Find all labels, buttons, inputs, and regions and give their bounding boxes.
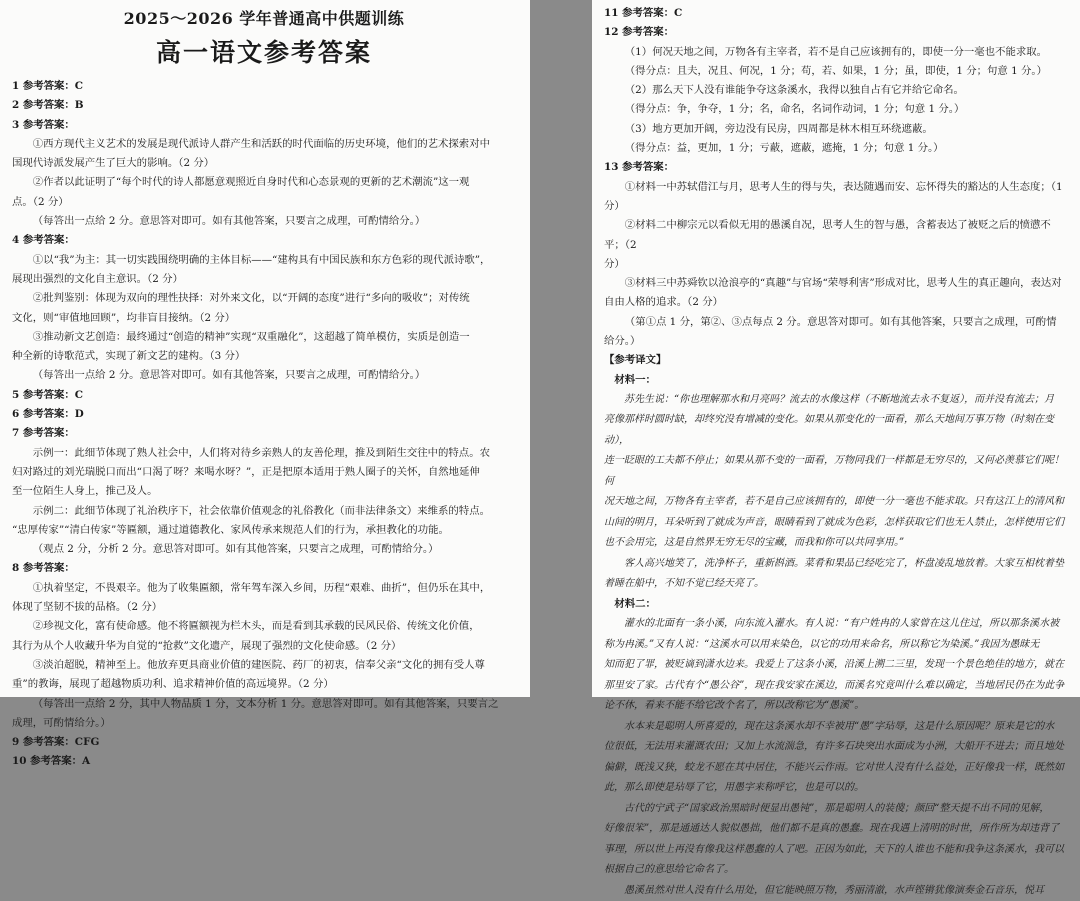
question-answer-heading: 5 参考答案：C — [12, 388, 84, 401]
text-line: 那里安了家。古代有个“愚公谷”，现在我安家在溪边，而溪名究竟叫什么难以确定，当地居民仍在为此争 — [604, 679, 1065, 691]
text-line: （得分点：且夫，况且、何况，1 分；苟，若、如果，1 分；虽，即使，1 分；句意 1 分。） — [624, 64, 1048, 77]
question-answer-heading: 7 参考答案： — [12, 427, 75, 440]
text-line: 位很低，无法用来灌溉农田；又加上水流湍急，有许多石块突出水面成为小洲，大船开不进去；而且地处 — [604, 741, 1064, 753]
text-line: 重”的教诲，展现了超越物质功利、追求精神价值的高远境界。（2 分） — [12, 678, 334, 691]
text-line: ②作者以此证明了“每个时代的诗人都愿意观照近自身时代和心态景观的更新的艺术潮流”这一观 — [32, 176, 470, 189]
text-line: 着睡在船中，不知不觉已经天亮了。 — [604, 578, 764, 590]
question-answer-heading: 12 参考答案： — [604, 26, 675, 39]
text-line: （每答出一点给 2 分。意思答对即可。如有其他答案，只要言之成理，可酌情给分。） — [32, 215, 426, 228]
text-line: 【参考译文】 — [604, 354, 667, 367]
question-answer-heading: 11 参考答案：C — [604, 7, 683, 19]
question-answer-heading: 13 参考答案： — [604, 161, 675, 174]
text-line: 也不会用完，这是自然界无穷无尽的宝藏，而我和你可以共同享用。” — [604, 537, 905, 549]
question-answer-heading: 4 参考答案： — [12, 234, 75, 247]
text-line: 国现代诗派发展产生了巨大的影响。（2 分） — [12, 157, 215, 170]
text-line: 材料一： — [614, 373, 656, 386]
question-answer-heading: 2 参考答案：B — [12, 99, 84, 112]
text-line: （2）那么天下人没有谁能争夺这条溪水，我得以独自占有它并给它命名。 — [624, 84, 964, 97]
text-line: 称为冉溪。”又有人说：“这溪水可以用来染色，以它的功用来命名，所以称它为染溪。”我因为愚昧无 — [604, 638, 1040, 650]
text-line: 水本来是聪明人所喜爱的，现在这条溪水却不幸被用“愚”字玷辱，这是什么原因呢？原来是它的水 — [624, 720, 1055, 732]
right-document-page — [592, 0, 1080, 896]
document-subtitle: 2025～2026 学年普通高中供题训练 — [123, 9, 405, 28]
text-line: 材料二： — [614, 597, 656, 610]
text-line: 况天地之间，万物各有主宰者，若不是自己应该拥有的，即使一分一毫也不能求取。只有这江上的清风和 — [604, 496, 1064, 508]
text-line: 论不休，看来不能不给它改个名了，所以改称它为“愚溪”。 — [604, 700, 865, 712]
text-line: 愚溪虽然对世人没有什么用处，但它能映照万物，秀丽清澈，水声铿锵犹像演奏金石音乐，悦耳 — [624, 884, 1044, 896]
text-line: （每答出一点给 2 分。意思答对即可。如有其他答案，只要言之成理，可酌情给分。） — [32, 369, 426, 382]
text-line: 亮像那样时圆时缺，却终究没有增减的变化。如果从那变化的一面看，那么天地间万事万物（时刻在变动）， — [604, 414, 1054, 446]
text-line: （得分点：益，更加，1 分；亏蔽，遮蔽，遮掩，1 分；句意 1 分。） — [624, 142, 944, 155]
text-line: 分） — [604, 257, 625, 270]
text-line: （每答出一点给 2 分，其中人物品质 1 分，文本分析 1 分。意思答对即可。如有其他答案，只要言之 — [32, 697, 499, 710]
text-line: 体现了坚韧不拔的品格。（2 分） — [12, 601, 163, 614]
text-line: 偏僻，既浅又狭，蛟龙不愿在其中居住，不能兴云作雨。它对世人没有什么益处，正好像我一样，既然如 — [604, 761, 1064, 773]
text-line: ①材料一中苏轼借江与月，思考人生的得与失，表达随遇而安、忘怀得失的豁达的人生态度；（1 分） — [604, 180, 1063, 212]
text-line: 展现出强烈的文化自主意识。（2 分） — [12, 272, 183, 285]
question-answer-heading: 8 参考答案： — [12, 562, 75, 575]
document-title: 高一语文参考答案 — [155, 38, 372, 67]
text-line: 连一眨眼的工夫都不停止；如果从那不变的一面看，万物同我们一样都是无穷尽的，又何必羡慕它们呢！何 — [604, 455, 1064, 487]
text-line: 成理，可酌情给分。） — [12, 716, 111, 729]
question-answer-heading: 1 参考答案：C — [12, 80, 84, 92]
text-line: （观点 2 分，分析 2 分。意思答对即可。如有其他答案，只要言之成理，可酌情给分。） — [32, 543, 439, 556]
question-answer-heading: 9 参考答案：CFG — [12, 736, 100, 749]
text-line: 客人高兴地笑了，洗净杯子，重新斟酒。菜肴和果品已经吃完了，杯盘凌乱地放着。大家互相枕着垫 — [624, 557, 1064, 569]
text-line: 事理，所以世上再没有像我这样愚蠢的人了吧。正因为如此，天下的人谁也不能和我争这条溪水，我可以 — [604, 843, 1064, 855]
text-line: 点。（2 分） — [12, 195, 69, 208]
text-line: ②批判鉴别：体现为双向的理性抉择：对外来文化，以“开阔的态度”进行“多向的吸收”；对传统 — [32, 292, 470, 305]
left-document-page — [0, 0, 530, 768]
text-line: ①西方现代主义艺术的发展是现代派诗人群产生和活跃的时代面临的历史环境，他们的艺术探索对中 — [32, 137, 490, 150]
question-answer-heading: 6 参考答案：D — [12, 408, 84, 421]
text-line: ①以“我”为主：其一切实践围绕明确的主体目标——“建构具有中国民族和东方色彩的现代派诗歌”， — [32, 253, 491, 266]
text-line: ②珍视文化，富有使命感。他不将匾额视为栏木头，而是看到其承载的民风民俗、传统文化价值， — [32, 620, 480, 633]
text-line: 至一位陌生人身上，推己及人。 — [12, 485, 158, 498]
text-line: 文化，则“审值地回顾”，均非盲目接纳。（2 分） — [12, 311, 236, 324]
text-line: ①执着坚定，不畏艰辛。他为了收集匾额，常年驾车深入乡间，历程“艰难、曲折”，但仍乐在其中， — [32, 581, 491, 594]
text-line: （1）何况天地之间，万物各有主宰者，若不是自己应该拥有的，即使一分一毫也不能求取。 — [624, 45, 1048, 58]
text-line: ②材料二中柳宗元以看似无用的愚溪自况，思考人生的智与愚，含蓄表达了被贬之后的愤懑不平；（2 — [604, 219, 1051, 251]
text-line: 知而犯了罪，被贬谪到潇水边来。我爱上了这条小溪，沿溪上溯二三里，发现一个景色绝佳的地方，就在 — [604, 659, 1064, 671]
text-line: 妇对路过的刘光瑞脱口而出“口渴了呀？来喝水呀？”，正是把原本适用于熟人圈子的关怀，自然地延伸 — [12, 465, 480, 478]
text-line: 苏先生说：“你也理解那水和月亮吗？流去的水像这样（不断地流去永不复返），而并没有流去；月 — [624, 393, 1055, 405]
text-line: ③淡泊超脱，精神至上。他放弃更具商业价值的建医院、药厂的初衷，信奉父亲“文化的拥有受人尊 — [32, 658, 485, 671]
text-line: 示例二：此细节体现了礼治秩序下，社会依靠价值观念的礼俗教化（而非法律条文）来维系的特点。 — [32, 504, 490, 517]
text-line: 自由人格的追求。（2 分） — [604, 296, 724, 309]
text-line: 好像很笨”，那是通通达人貌似愚拙，他们都不是真的愚蠢。现在我遇上清明的时世，所作所为却违背了 — [604, 823, 1060, 835]
text-line: 山间的明月，耳朵听到了就成为声音，眼睛看到了就成为色彩，怎样获取它们也无人禁止，怎样使用它们 — [604, 516, 1064, 528]
right-answer-text — [604, 4, 1066, 901]
text-line: “忠厚传家”“清白传家”等匾额，通过道德教化、家风传承来规范人们的行为，承担教化的功能。 — [12, 523, 449, 536]
text-line: 种全新的诗歌范式，实现了新文艺的建构。（3 分） — [12, 350, 246, 363]
text-line: 此，那么即使是玷辱了它，用愚字来称呼它，也是可以的。 — [604, 782, 864, 794]
text-line: （得分点：争，争夺，1 分；名，命名，名词作动词，1 分；句意 1 分。） — [624, 103, 965, 116]
left-answer-text — [12, 77, 516, 772]
text-line: 示例一：此细节体现了熟人社会中，人们将对待乡亲熟人的友善伦理，推及到陌生交往中的特点。农 — [32, 446, 490, 459]
text-line: 其行为从个人收藏升华为自觉的“抢救”文化遗产，展现了强烈的文化使命感。（2 分） — [12, 639, 402, 652]
question-answer-heading: 3 参考答案： — [12, 118, 75, 131]
question-answer-heading: 10 参考答案：A — [12, 755, 91, 768]
text-line: 灌水的北面有一条小溪，向东流入灌水。有人说：“有户姓冉的人家曾在这儿住过，所以那条溪水被 — [624, 618, 1060, 630]
text-line: ③材料三中苏舜钦以沧浪亭的“真趣”与官场“荣辱利害”形成对比，思考人生的真正趣向，表达对 — [624, 277, 1062, 290]
text-line: （3）地方更加开阔，旁边没有民房，四周都是林木相互环绕遮蔽。 — [624, 122, 933, 135]
text-line: ③推动新文艺创造：最终通过“创造的精神”实现“双重融化”，这超越了简单模仿，实质是创造一 — [32, 330, 470, 343]
text-line: （第①点 1 分，第②、③点每点 2 分。意思答对即可。如有其他答案，只要言之成理，可酌情给分。） — [604, 315, 1057, 348]
text-line: 根据自己的意思给它命名了。 — [604, 864, 734, 876]
text-line: 古代的宁武子“国家政治黑暗时便显出愚钝”，那是聪明人的装傻；颜回“整天提不出不同的见解， — [624, 802, 1050, 814]
